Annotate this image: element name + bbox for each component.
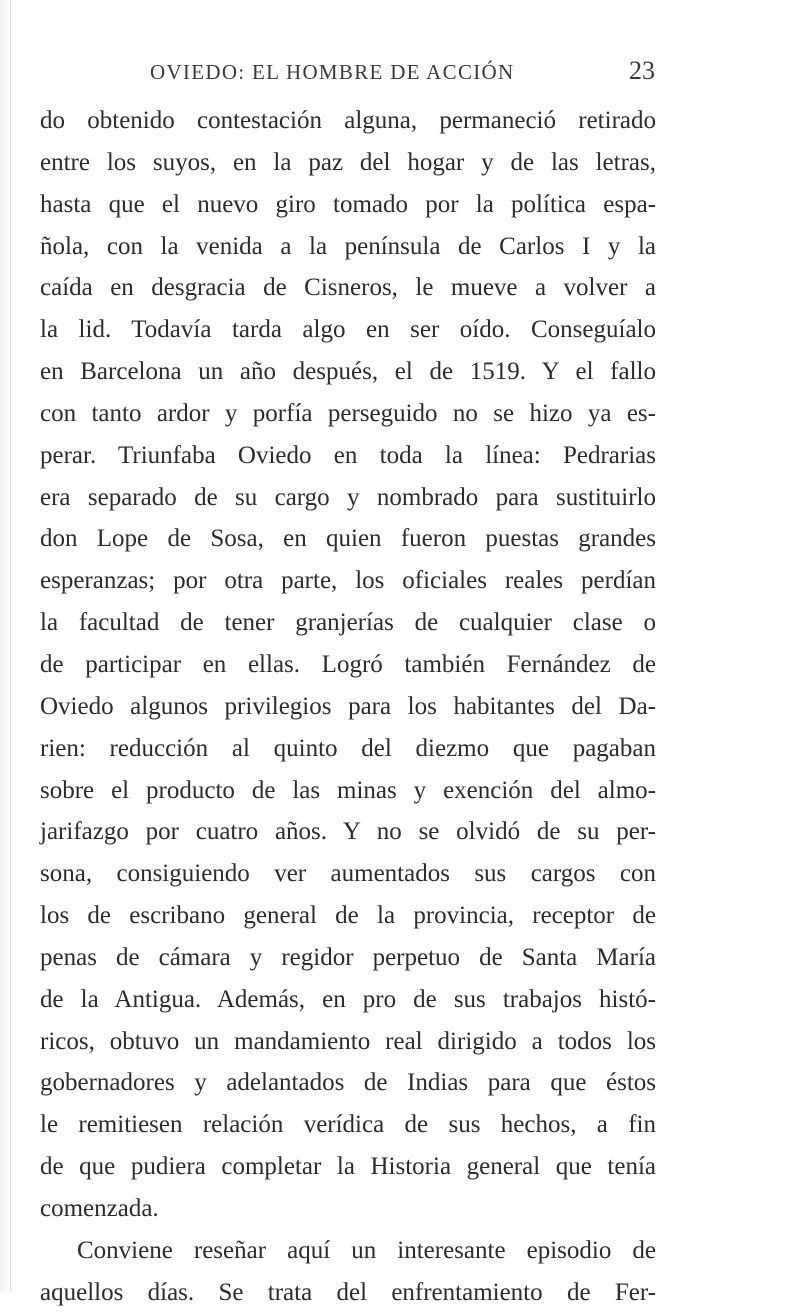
text-line: ñola, con la venida a la península de Carlos I y la [40,232,656,260]
running-head [150,56,655,96]
text-line: esperanzas; por otra parte, los oficiales reales perdían [40,567,656,595]
text-line: gobernadores y adelantados de Indias para que éstos [40,1069,656,1097]
text-line: entre los suyos, en la paz del hogar y de las letras, [40,148,656,176]
text-line: con tanto ardor y porfía perseguido no se hizo ya es- [40,399,656,427]
text-line: en Barcelona un año después, el de 1519. Y el fallo [40,358,656,386]
text-line: sobre el producto de las minas y exención del almo- [40,776,656,804]
text-line: don Lope de Sosa, en quien fueron puestas grandes [40,525,656,553]
page-number: 23 [629,56,655,85]
text-line: los de escribano general de la provincia, receptor de [40,902,656,930]
text-line: la facultad de tener granjerías de cualquier clase o [40,609,656,637]
text-line: de participar en ellas. Logró también Fernández de [40,650,656,678]
text-line: sona, consiguiendo ver aumentados sus cargos con [40,860,656,888]
text-line: caída en desgracia de Cisneros, le mueve a volver a [40,274,656,302]
paragraph-end-line: comenzada. [40,1194,159,1222]
text-line: perar. Triunfaba Oviedo en toda la línea: Pedrarias [40,441,656,469]
text-line: de la Antigua. Además, en pro de sus trabajos histó- [40,985,656,1013]
text-line: de que pudiera completar la Historia general que tenía [40,1153,656,1181]
paragraph-start-line: Conviene reseñar aquí un interesante episodio de [77,1236,656,1264]
text-line: do obtenido contestación alguna, permaneció retirado [40,107,656,134]
text-line: aquellos días. Se trata del enfrentamiento de Fer- [40,1278,656,1306]
text-line: ricos, obtuvo un mandamiento real dirigido a todos los [40,1027,656,1055]
running-title: OVIEDO: EL HOMBRE DE ACCIÓN [150,60,515,84]
text-line: rien: reducción al quinto del diezmo que pagaban [40,734,656,762]
page-edge [0,0,11,1291]
text-line: era separado de su cargo y nombrado para sustituirlo [40,483,656,511]
text-line: hasta que el nuevo giro tomado por la política espa- [40,190,656,218]
text-line: le remitiesen relación verídica de sus hechos, a fin [40,1111,656,1139]
body-text [40,100,656,1313]
text-line: jarifazgo por cuatro años. Y no se olvidó de su per- [40,818,656,846]
text-line: penas de cámara y regidor perpetuo de Santa María [40,943,656,971]
text-line: la lid. Todavía tarda algo en ser oído. Conseguíalo [40,316,656,344]
text-line: Oviedo algunos privilegios para los habitantes del Da- [40,692,656,720]
